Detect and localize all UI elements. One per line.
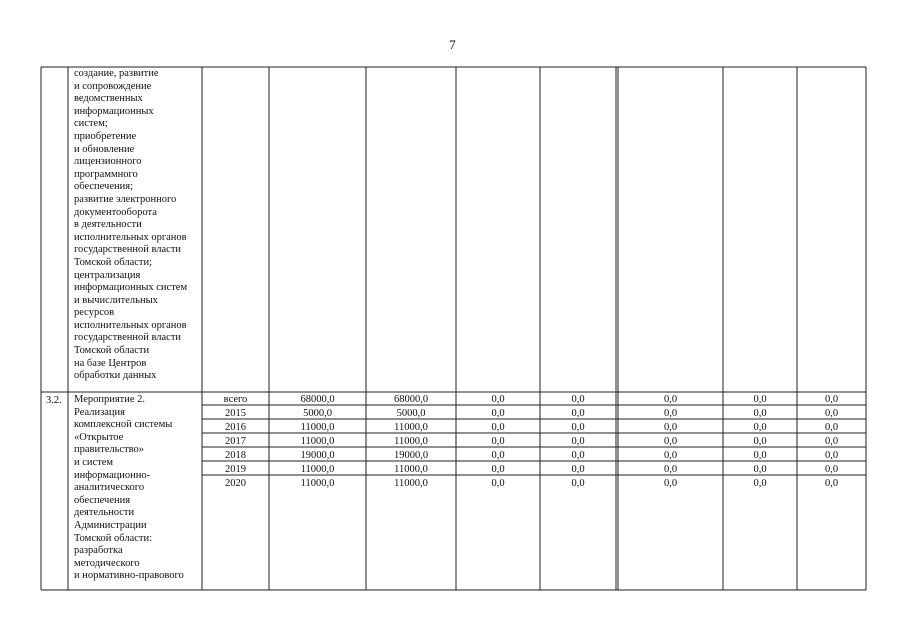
description-line: создание, развитие <box>74 68 159 79</box>
description-line: обеспечения; <box>74 181 133 193</box>
description-line: государственной власти <box>74 244 182 256</box>
table-cell-value: 19000,0 <box>300 450 335 461</box>
table-cell-value: 11000,0 <box>300 436 335 447</box>
description-line: исполнительных органов <box>74 231 187 243</box>
description-line: Томской области <box>74 345 150 357</box>
period-label: 2018 <box>225 450 246 461</box>
description-line: программного <box>74 168 138 180</box>
table-cell-value: 0,0 <box>663 422 678 433</box>
table-cell-value: 11000,0 <box>394 436 428 447</box>
description-line: комплексной системы <box>74 419 173 431</box>
description-line: Реализация <box>74 406 125 418</box>
table-cell-value: 0,0 <box>663 464 678 475</box>
table-cell-value: 0,0 <box>571 422 585 433</box>
table-cell-value: 0,0 <box>753 478 767 489</box>
period-label: 2015 <box>225 408 246 419</box>
table-cell-value: 11000,0 <box>300 464 335 475</box>
table-cell-value: 0,0 <box>491 408 505 419</box>
description-line: систем; <box>74 118 108 130</box>
table-cell-value: 0,0 <box>824 408 839 419</box>
table-cell-value: 0,0 <box>753 464 767 475</box>
description-line: исполнительных органов <box>74 319 187 331</box>
table-cell-value: 0,0 <box>824 464 839 475</box>
table-cell-value: 11000,0 <box>300 478 335 489</box>
table-cell-value: 0,0 <box>663 394 678 405</box>
table-cell-value: 0,0 <box>491 464 505 475</box>
row-3-2-description <box>74 394 184 583</box>
description-line: Мероприятие 2. <box>74 394 146 405</box>
table-cell-value: 0,0 <box>753 422 767 433</box>
table-cell-value: 0,0 <box>753 436 767 447</box>
description-line: централизация <box>74 269 141 281</box>
description-line: деятельности <box>74 507 135 519</box>
table-cell-value: 0,0 <box>663 408 678 419</box>
table-cell-value: 5000,0 <box>396 408 426 419</box>
row-number: 3.2. <box>46 395 62 406</box>
description-line: ведомственных <box>74 93 143 105</box>
description-line: на базе Центров <box>74 357 147 369</box>
table-cell-value: 11000,0 <box>300 422 335 433</box>
table-cell-value: 19000,0 <box>393 450 429 461</box>
table-cell-value: 0,0 <box>753 394 767 405</box>
period-label: 2016 <box>225 422 246 433</box>
table-cell-value: 0,0 <box>491 478 505 489</box>
description-line: Администрации <box>74 519 147 531</box>
description-line: и нормативно-правового <box>74 570 184 582</box>
description-line: Томской области: <box>74 532 153 544</box>
description-line: и систем <box>74 456 114 468</box>
table-cell-value: 68000,0 <box>393 394 429 405</box>
table-cell-value: 5000,0 <box>303 408 332 419</box>
table-cell-value: 11000,0 <box>394 422 428 433</box>
table-cell-value: 0,0 <box>571 478 585 489</box>
description-line: «Открытое <box>74 431 124 443</box>
table-cell-value: 0,0 <box>571 450 585 461</box>
period-label: 2017 <box>225 436 246 447</box>
description-line: лицензионного <box>74 156 142 168</box>
table-cell-value: 0,0 <box>571 394 585 405</box>
table-cell-value: 0,0 <box>571 408 585 419</box>
table-cell-value: 68000,0 <box>300 394 335 405</box>
table-cell-value: 0,0 <box>753 450 767 461</box>
table-cell-value: 0,0 <box>663 436 678 447</box>
table-cell-value: 0,0 <box>824 394 839 405</box>
description-line: информационных <box>74 105 154 117</box>
table-cell-value: 0,0 <box>571 436 585 447</box>
prev-row-description <box>74 68 187 383</box>
description-line: ресурсов <box>74 307 115 319</box>
description-line: государственной власти <box>74 332 182 344</box>
description-line: методического <box>74 557 140 569</box>
table-cell-value: 0,0 <box>491 422 505 433</box>
table-cell-value: 0,0 <box>824 478 839 489</box>
description-line: разработка <box>74 545 123 557</box>
description-line: в деятельности <box>74 219 142 231</box>
table-cell-value: 0,0 <box>491 450 505 461</box>
table-cell-value: 0,0 <box>663 450 678 461</box>
page-number: 7 <box>449 37 456 52</box>
period-label: 2020 <box>225 478 246 489</box>
table-cell-value: 0,0 <box>824 450 839 461</box>
period-label: 2019 <box>225 464 246 475</box>
description-line: и обновление <box>74 143 135 155</box>
description-line: информационных систем <box>74 282 188 294</box>
description-line: и сопровождение <box>74 80 152 92</box>
period-label: всего <box>223 394 248 405</box>
description-line: документооборота <box>74 206 157 218</box>
table-cell-value: 11000,0 <box>394 464 428 475</box>
description-line: развитие электронного <box>74 193 177 205</box>
table-cell-value: 0,0 <box>571 464 585 475</box>
description-line: и вычислительных <box>74 294 158 306</box>
description-line: информационно- <box>74 469 151 481</box>
description-line: аналитического <box>74 482 145 494</box>
table-cell-value: 0,0 <box>491 436 505 447</box>
table-cell-value: 0,0 <box>824 436 839 447</box>
table-cell-value: 11000,0 <box>394 478 428 489</box>
description-line: обработки данных <box>74 370 157 382</box>
description-line: правительство» <box>74 444 145 456</box>
description-line: обеспечения <box>74 494 131 506</box>
table-cell-value: 0,0 <box>753 408 767 419</box>
table-cell-value: 0,0 <box>491 394 505 405</box>
table-cell-value: 0,0 <box>824 422 839 433</box>
description-line: Томской области; <box>74 256 153 268</box>
description-line: приобретение <box>74 130 137 142</box>
table-cell-value: 0,0 <box>663 478 678 489</box>
